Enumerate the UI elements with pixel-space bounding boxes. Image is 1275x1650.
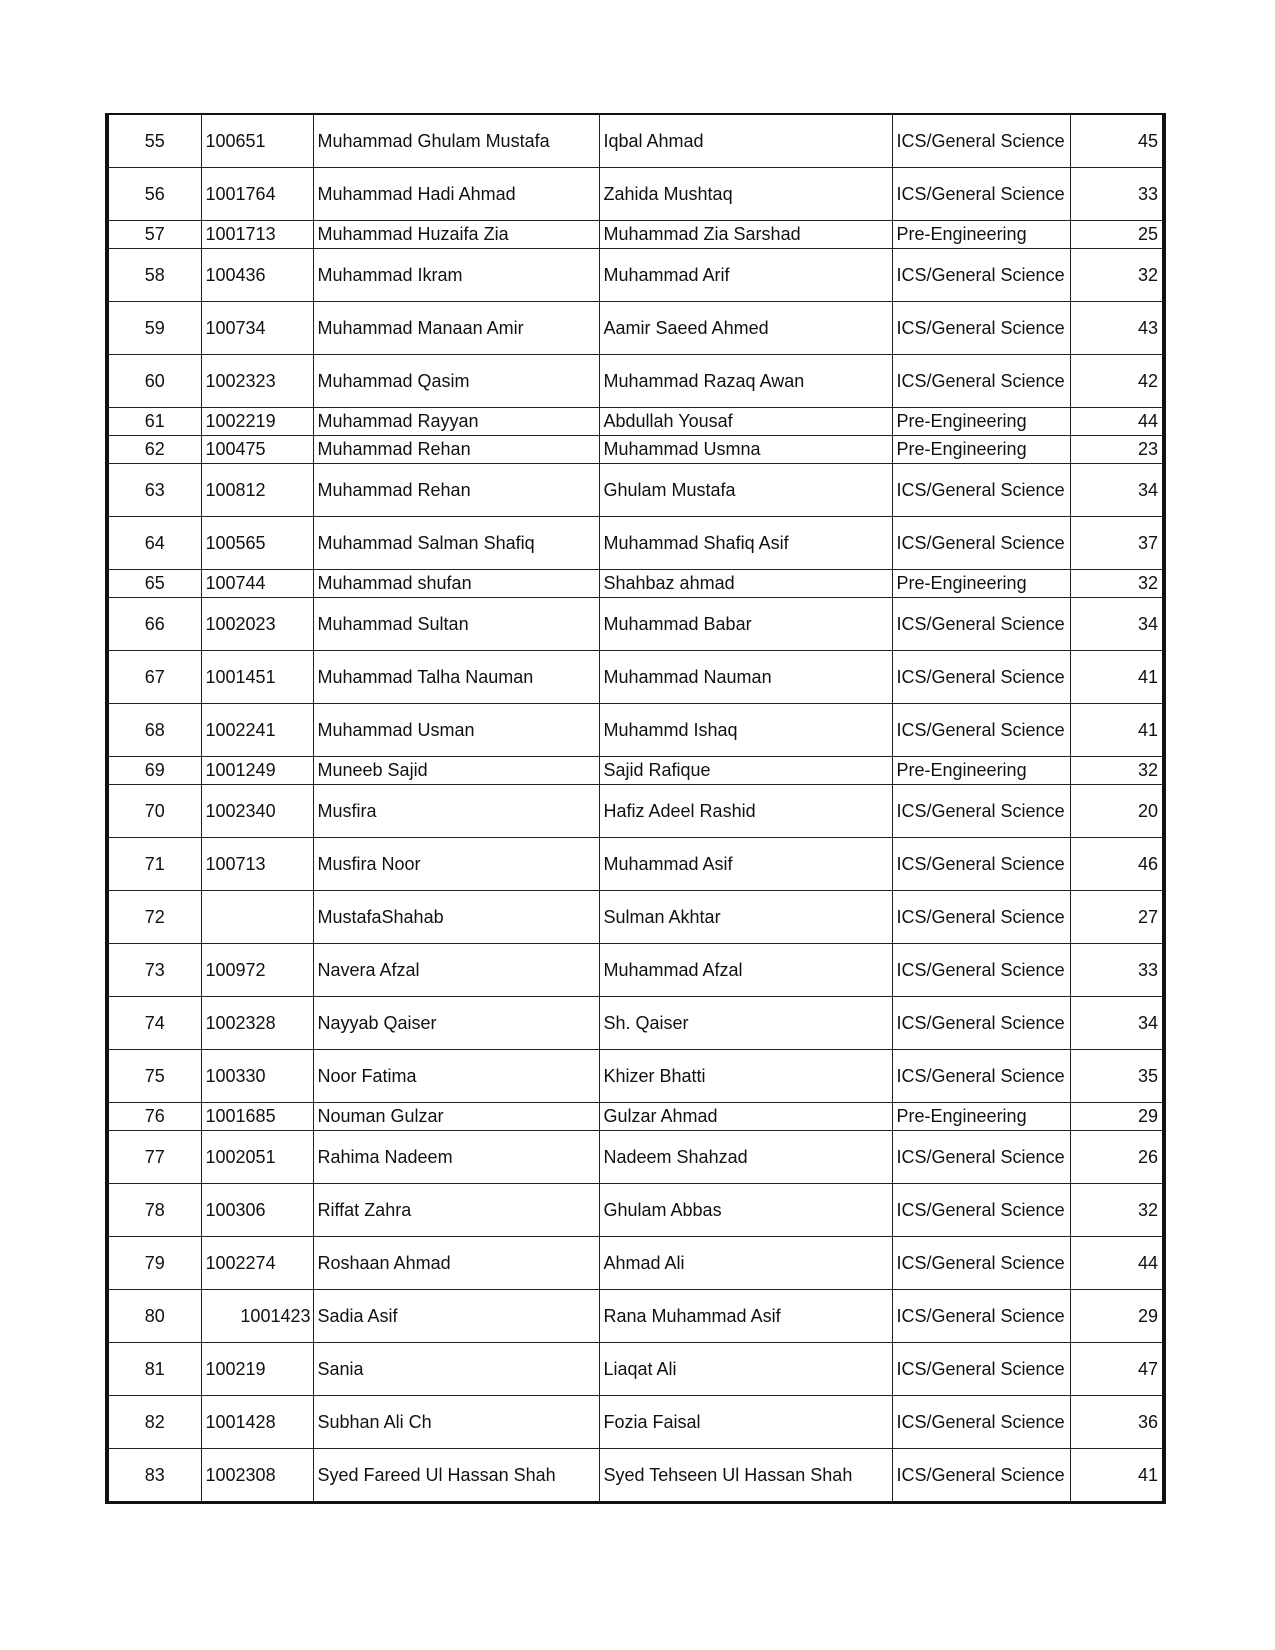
student-name-cell: Muhammad Rehan <box>313 464 599 517</box>
table-row <box>107 355 1164 408</box>
student-name-cell: Muhammad Huzaifa Zia <box>313 221 599 249</box>
roll-number-cell: 100812 <box>201 464 313 517</box>
group-cell: Pre-Engineering <box>892 757 1070 785</box>
father-name-cell: Syed Tehseen Ul Hassan Shah <box>599 1449 892 1503</box>
father-name-cell: Khizer Bhatti <box>599 1050 892 1103</box>
serial-number-cell: 59 <box>107 302 201 355</box>
group-cell: ICS/General Science <box>892 1343 1070 1396</box>
table-row <box>107 651 1164 704</box>
group-cell: ICS/General Science <box>892 785 1070 838</box>
table-row <box>107 1396 1164 1449</box>
table-row <box>107 1184 1164 1237</box>
student-name-cell: Muhammad Rehan <box>313 436 599 464</box>
roll-number-cell: 1002340 <box>201 785 313 838</box>
table-row <box>107 838 1164 891</box>
marks-cell: 23 <box>1070 436 1164 464</box>
roll-number-cell: 1001685 <box>201 1103 313 1131</box>
serial-number-cell: 58 <box>107 249 201 302</box>
marks-cell: 47 <box>1070 1343 1164 1396</box>
student-name-cell: Muhammad Usman <box>313 704 599 757</box>
group-cell: ICS/General Science <box>892 1449 1070 1503</box>
serial-number-cell: 80 <box>107 1290 201 1343</box>
marks-cell: 43 <box>1070 302 1164 355</box>
student-name-cell: Syed Fareed Ul Hassan Shah <box>313 1449 599 1503</box>
marks-cell: 32 <box>1070 1184 1164 1237</box>
roll-number-cell: 100744 <box>201 570 313 598</box>
father-name-cell: Muhammad Razaq Awan <box>599 355 892 408</box>
marks-cell: 41 <box>1070 651 1164 704</box>
marks-cell: 20 <box>1070 785 1164 838</box>
group-cell: ICS/General Science <box>892 1131 1070 1184</box>
group-cell: ICS/General Science <box>892 517 1070 570</box>
table-row <box>107 997 1164 1050</box>
table-row <box>107 944 1164 997</box>
table-row <box>107 785 1164 838</box>
student-name-cell: Nayyab Qaiser <box>313 997 599 1050</box>
table-row <box>107 1131 1164 1184</box>
group-cell: ICS/General Science <box>892 1237 1070 1290</box>
student-name-cell: Subhan Ali Ch <box>313 1396 599 1449</box>
marks-cell: 44 <box>1070 1237 1164 1290</box>
roll-number-cell: 1002051 <box>201 1131 313 1184</box>
roll-number-cell <box>201 891 313 944</box>
serial-number-cell: 73 <box>107 944 201 997</box>
father-name-cell: Muhammad Arif <box>599 249 892 302</box>
father-name-cell: Hafiz Adeel Rashid <box>599 785 892 838</box>
father-name-cell: Muhammad Afzal <box>599 944 892 997</box>
table-row <box>107 168 1164 221</box>
group-cell: ICS/General Science <box>892 1050 1070 1103</box>
father-name-cell: Aamir Saeed Ahmed <box>599 302 892 355</box>
group-cell: ICS/General Science <box>892 838 1070 891</box>
student-name-cell: Navera Afzal <box>313 944 599 997</box>
student-name-cell: Riffat Zahra <box>313 1184 599 1237</box>
marks-cell: 29 <box>1070 1290 1164 1343</box>
student-name-cell: Noor Fatima <box>313 1050 599 1103</box>
father-name-cell: Muhammad Shafiq Asif <box>599 517 892 570</box>
serial-number-cell: 56 <box>107 168 201 221</box>
group-cell: ICS/General Science <box>892 891 1070 944</box>
father-name-cell: Muhammad Zia Sarshad <box>599 221 892 249</box>
father-name-cell: Nadeem Shahzad <box>599 1131 892 1184</box>
father-name-cell: Liaqat Ali <box>599 1343 892 1396</box>
father-name-cell: Ghulam Mustafa <box>599 464 892 517</box>
group-cell: ICS/General Science <box>892 168 1070 221</box>
group-cell: ICS/General Science <box>892 1396 1070 1449</box>
group-cell: ICS/General Science <box>892 997 1070 1050</box>
serial-number-cell: 76 <box>107 1103 201 1131</box>
student-name-cell: Rahima Nadeem <box>313 1131 599 1184</box>
roll-number-cell: 1002023 <box>201 598 313 651</box>
father-name-cell: Ahmad Ali <box>599 1237 892 1290</box>
serial-number-cell: 66 <box>107 598 201 651</box>
student-name-cell: MustafaShahab <box>313 891 599 944</box>
serial-number-cell: 79 <box>107 1237 201 1290</box>
serial-number-cell: 61 <box>107 408 201 436</box>
student-name-cell: Muhammad shufan <box>313 570 599 598</box>
roll-number-cell: 1002274 <box>201 1237 313 1290</box>
table-row <box>107 757 1164 785</box>
group-cell: ICS/General Science <box>892 302 1070 355</box>
table-row <box>107 249 1164 302</box>
table-row <box>107 704 1164 757</box>
father-name-cell: Abdullah Yousaf <box>599 408 892 436</box>
marks-cell: 41 <box>1070 1449 1164 1503</box>
student-results-table <box>105 113 1166 1504</box>
serial-number-cell: 70 <box>107 785 201 838</box>
student-name-cell: Muhammad Manaan Amir <box>313 302 599 355</box>
serial-number-cell: 77 <box>107 1131 201 1184</box>
marks-cell: 26 <box>1070 1131 1164 1184</box>
table-row <box>107 1343 1164 1396</box>
table-row <box>107 408 1164 436</box>
roll-number-cell: 1002219 <box>201 408 313 436</box>
table-row <box>107 114 1164 168</box>
group-cell: ICS/General Science <box>892 355 1070 408</box>
serial-number-cell: 55 <box>107 114 201 168</box>
father-name-cell: Zahida Mushtaq <box>599 168 892 221</box>
roll-number-cell: 1002308 <box>201 1449 313 1503</box>
serial-number-cell: 63 <box>107 464 201 517</box>
serial-number-cell: 71 <box>107 838 201 891</box>
table-row <box>107 1290 1164 1343</box>
table-row <box>107 1050 1164 1103</box>
father-name-cell: Rana Muhammad Asif <box>599 1290 892 1343</box>
marks-cell: 36 <box>1070 1396 1164 1449</box>
serial-number-cell: 67 <box>107 651 201 704</box>
group-cell: ICS/General Science <box>892 1290 1070 1343</box>
student-name-cell: Sania <box>313 1343 599 1396</box>
serial-number-cell: 74 <box>107 997 201 1050</box>
roll-number-cell: 1001764 <box>201 168 313 221</box>
father-name-cell: Muhammd Ishaq <box>599 704 892 757</box>
serial-number-cell: 72 <box>107 891 201 944</box>
group-cell: ICS/General Science <box>892 249 1070 302</box>
marks-cell: 46 <box>1070 838 1164 891</box>
roll-number-cell: 100219 <box>201 1343 313 1396</box>
serial-number-cell: 75 <box>107 1050 201 1103</box>
father-name-cell: Muhammad Babar <box>599 598 892 651</box>
student-name-cell: Musfira Noor <box>313 838 599 891</box>
table-row <box>107 1449 1164 1503</box>
serial-number-cell: 57 <box>107 221 201 249</box>
father-name-cell: Gulzar Ahmad <box>599 1103 892 1131</box>
serial-number-cell: 69 <box>107 757 201 785</box>
group-cell: Pre-Engineering <box>892 570 1070 598</box>
roll-number-cell: 1001713 <box>201 221 313 249</box>
marks-cell: 32 <box>1070 757 1164 785</box>
group-cell: ICS/General Science <box>892 651 1070 704</box>
father-name-cell: Ghulam Abbas <box>599 1184 892 1237</box>
group-cell: Pre-Engineering <box>892 408 1070 436</box>
table-row <box>107 598 1164 651</box>
father-name-cell: Fozia Faisal <box>599 1396 892 1449</box>
roll-number-cell: 100713 <box>201 838 313 891</box>
student-name-cell: Sadia Asif <box>313 1290 599 1343</box>
student-name-cell: Muhammad Ghulam Mustafa <box>313 114 599 168</box>
student-name-cell: Roshaan Ahmad <box>313 1237 599 1290</box>
roll-number-cell: 1002323 <box>201 355 313 408</box>
father-name-cell: Sajid Rafique <box>599 757 892 785</box>
marks-cell: 25 <box>1070 221 1164 249</box>
student-name-cell: Muhammad Salman Shafiq <box>313 517 599 570</box>
student-name-cell: Muhammad Rayyan <box>313 408 599 436</box>
father-name-cell: Muhammad Usmna <box>599 436 892 464</box>
roll-number-cell: 1002241 <box>201 704 313 757</box>
roll-number-cell: 1001428 <box>201 1396 313 1449</box>
table-row <box>107 221 1164 249</box>
marks-cell: 45 <box>1070 114 1164 168</box>
roll-number-cell: 1002328 <box>201 997 313 1050</box>
roll-number-cell: 100306 <box>201 1184 313 1237</box>
student-name-cell: Muhammad Hadi Ahmad <box>313 168 599 221</box>
roll-number-cell: 100330 <box>201 1050 313 1103</box>
father-name-cell: Shahbaz ahmad <box>599 570 892 598</box>
serial-number-cell: 83 <box>107 1449 201 1503</box>
father-name-cell: Sulman Akhtar <box>599 891 892 944</box>
marks-cell: 34 <box>1070 997 1164 1050</box>
roll-number-cell: 100651 <box>201 114 313 168</box>
marks-cell: 34 <box>1070 464 1164 517</box>
table-body <box>107 114 1164 1503</box>
roll-number-cell: 100565 <box>201 517 313 570</box>
serial-number-cell: 78 <box>107 1184 201 1237</box>
marks-cell: 32 <box>1070 570 1164 598</box>
student-name-cell: Muneeb Sajid <box>313 757 599 785</box>
serial-number-cell: 68 <box>107 704 201 757</box>
roll-number-cell: 1001423 <box>201 1290 313 1343</box>
group-cell: ICS/General Science <box>892 704 1070 757</box>
group-cell: ICS/General Science <box>892 1184 1070 1237</box>
student-name-cell: Nouman Gulzar <box>313 1103 599 1131</box>
group-cell: ICS/General Science <box>892 944 1070 997</box>
father-name-cell: Muhammad Asif <box>599 838 892 891</box>
group-cell: ICS/General Science <box>892 598 1070 651</box>
student-name-cell: Musfira <box>313 785 599 838</box>
group-cell: Pre-Engineering <box>892 1103 1070 1131</box>
marks-cell: 32 <box>1070 249 1164 302</box>
serial-number-cell: 60 <box>107 355 201 408</box>
father-name-cell: Iqbal Ahmad <box>599 114 892 168</box>
roll-number-cell: 100475 <box>201 436 313 464</box>
marks-cell: 42 <box>1070 355 1164 408</box>
serial-number-cell: 81 <box>107 1343 201 1396</box>
group-cell: ICS/General Science <box>892 114 1070 168</box>
marks-cell: 35 <box>1070 1050 1164 1103</box>
group-cell: Pre-Engineering <box>892 436 1070 464</box>
marks-cell: 34 <box>1070 598 1164 651</box>
table-row <box>107 464 1164 517</box>
serial-number-cell: 82 <box>107 1396 201 1449</box>
father-name-cell: Sh. Qaiser <box>599 997 892 1050</box>
roll-number-cell: 1001451 <box>201 651 313 704</box>
table-row <box>107 436 1164 464</box>
roll-number-cell: 100972 <box>201 944 313 997</box>
table-row <box>107 302 1164 355</box>
table-row <box>107 891 1164 944</box>
serial-number-cell: 65 <box>107 570 201 598</box>
marks-cell: 37 <box>1070 517 1164 570</box>
group-cell: Pre-Engineering <box>892 221 1070 249</box>
serial-number-cell: 62 <box>107 436 201 464</box>
table-row <box>107 1103 1164 1131</box>
marks-cell: 27 <box>1070 891 1164 944</box>
marks-cell: 41 <box>1070 704 1164 757</box>
group-cell: ICS/General Science <box>892 464 1070 517</box>
table-row <box>107 517 1164 570</box>
father-name-cell: Muhammad Nauman <box>599 651 892 704</box>
marks-cell: 44 <box>1070 408 1164 436</box>
marks-cell: 33 <box>1070 944 1164 997</box>
roll-number-cell: 100734 <box>201 302 313 355</box>
student-name-cell: Muhammad Talha Nauman <box>313 651 599 704</box>
marks-cell: 29 <box>1070 1103 1164 1131</box>
table-row <box>107 1237 1164 1290</box>
student-name-cell: Muhammad Ikram <box>313 249 599 302</box>
roll-number-cell: 1001249 <box>201 757 313 785</box>
table-row <box>107 570 1164 598</box>
marks-cell: 33 <box>1070 168 1164 221</box>
student-name-cell: Muhammad Qasim <box>313 355 599 408</box>
serial-number-cell: 64 <box>107 517 201 570</box>
student-name-cell: Muhammad Sultan <box>313 598 599 651</box>
roll-number-cell: 100436 <box>201 249 313 302</box>
